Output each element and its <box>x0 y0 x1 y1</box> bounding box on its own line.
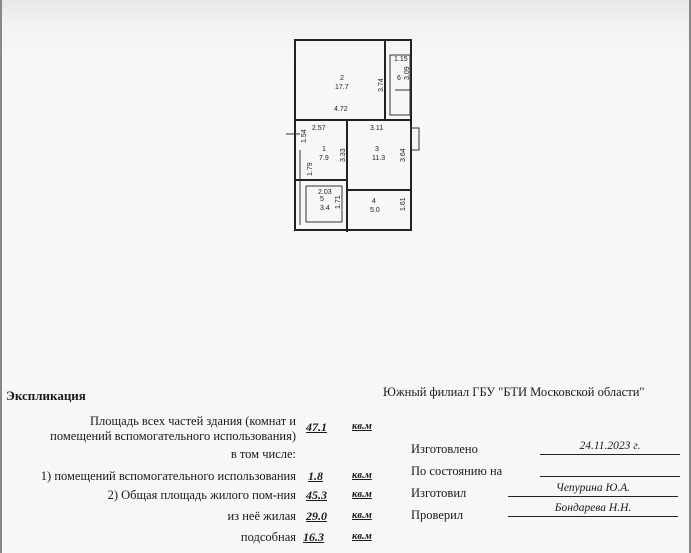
dim-1-54: 1.54 <box>301 129 308 143</box>
room-1-area: 7.9 <box>319 155 329 162</box>
dim-3-74: 3.74 <box>378 78 385 92</box>
expl-row-utility-unit: кв.м <box>352 531 372 542</box>
plan-window-right <box>411 128 419 150</box>
dim-2-57: 2.57 <box>312 125 326 132</box>
plan-outer-wall <box>295 40 411 230</box>
explication-title: Экспликация <box>6 388 86 403</box>
dim-2-03: 2.03 <box>318 189 332 196</box>
checker-label: Проверил <box>411 508 464 522</box>
room-2-area: 17.7 <box>335 84 349 91</box>
expl-row-living-label: из неё жилая <box>227 509 296 523</box>
dim-3-09: 3.09 <box>404 66 411 80</box>
dim-4-72: 4.72 <box>334 106 348 113</box>
dim-1-61: 1.61 <box>400 197 407 211</box>
room-2-num: 2 <box>340 75 344 82</box>
room-5-num: 5 <box>320 196 324 203</box>
dim-1-71: 1.71 <box>335 195 342 209</box>
expl-row-living-unit: кв.м <box>352 510 372 521</box>
room-6-num: 6 <box>397 75 401 82</box>
maker-underline <box>508 496 678 497</box>
room-4-area: 5.0 <box>370 207 380 214</box>
expl-row-living-value: 29.0 <box>306 509 327 523</box>
expl-row-including-label: в том числе: <box>230 447 296 461</box>
made-label: Изготовлено <box>411 442 478 456</box>
expl-row-total-value: 47.1 <box>306 420 327 434</box>
state-underline <box>540 476 680 477</box>
plan-room6-box <box>390 55 410 115</box>
dim-3-64: 3.64 <box>400 148 407 162</box>
room-1-num: 1 <box>322 146 326 153</box>
expl-row-total-living-unit: кв.м <box>352 489 372 500</box>
room-3-area: 11.3 <box>372 155 386 162</box>
expl-row-aux-label: 1) помещений вспомогательного использования <box>40 469 296 483</box>
expl-row-utility-value: 16.3 <box>303 530 324 544</box>
dim-3-11: 3.11 <box>370 125 384 132</box>
room-4-num: 4 <box>372 198 376 205</box>
expl-row-aux-unit: кв.м <box>352 470 372 481</box>
state-label: По состоянию на <box>411 464 503 478</box>
expl-row-total-label: Площадь всех частей здания (комнат и помещений вспомогательного использования) <box>50 414 296 443</box>
room-5-area: 3.4 <box>320 205 330 212</box>
maker-label: Изготовил <box>411 486 467 500</box>
expl-row-total-living-label: 2) Общая площадь жилого пом-ния <box>107 488 296 502</box>
organization-name: Южный филиал ГБУ "БТИ Московской области" <box>383 385 645 399</box>
floor-plan <box>0 0 691 260</box>
dim-3-33: 3.33 <box>340 148 347 162</box>
checker-value: Бондарева Н.Н. <box>554 502 632 514</box>
maker-value: Чепурина Ю.А. <box>555 482 631 494</box>
expl-row-utility-label: подсобная <box>240 530 296 544</box>
made-value: 24.11.2023 г. <box>579 440 641 452</box>
made-underline <box>540 454 680 455</box>
expl-row-total-unit: кв.м <box>352 421 372 432</box>
dim-1-15: 1.15 <box>394 56 408 63</box>
expl-row-aux-value: 1.8 <box>308 469 323 483</box>
dim-1-79: 1.79 <box>307 162 314 176</box>
room-3-num: 3 <box>375 146 379 153</box>
expl-row-total-living-value: 45.3 <box>306 488 327 502</box>
checker-underline <box>508 516 678 517</box>
